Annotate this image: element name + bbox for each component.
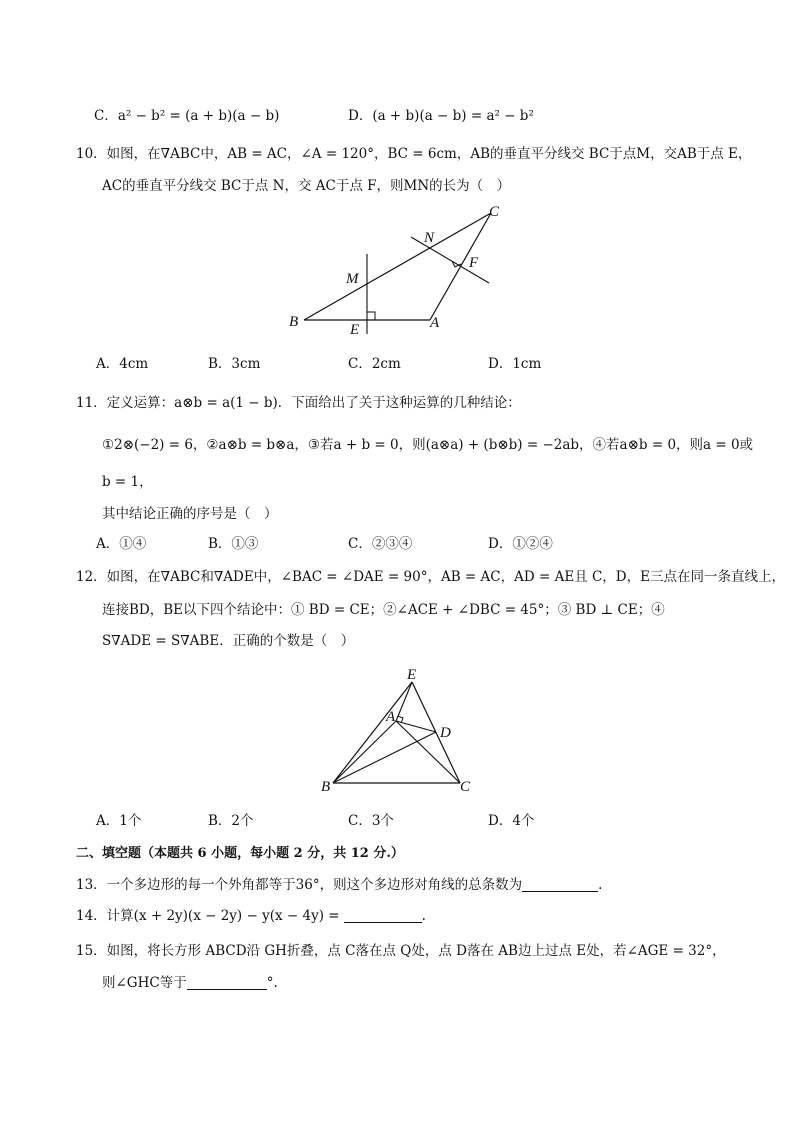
q12-option-b: B．2个 (208, 813, 254, 829)
q11-option-d: D．①②④ (488, 536, 553, 552)
q12-option-a: A．1个 (96, 813, 142, 829)
q11-option-a: A．①④ (96, 536, 147, 552)
q15-answer-blank[interactable] (187, 975, 267, 990)
q10-label-e: E (350, 322, 360, 338)
q12-option-d: D．4个 (488, 813, 535, 829)
q10-option-b: B．3cm (208, 356, 261, 372)
q12-stem-line3: S∇ADE = S∇ABE．正确的个数是（ ） (102, 633, 355, 649)
section-fill-in-title: 二、填空题（本题共 6 小题，每小题 2 分，共 12 分.） (76, 846, 404, 861)
q10-label-n: N (424, 230, 435, 246)
q12-option-c: C．3个 (348, 813, 394, 829)
q12-label-d: D (440, 725, 451, 741)
q12-stem-line1: 12．如图，在∇ABC和∇ADE中，∠BAC = ∠DAE = 90°，AB = AC，AD = AE且 C，D，E三点在同一条直线上， (76, 569, 785, 585)
q10-label-f: F (469, 255, 479, 271)
q11-stem-line2: ①2⊗(−2) = 6，②a⊗b = b⊗a，③若a + b = 0，则(a⊗a) + (b⊗b) = −2ab，④若a⊗b = 0，则a = 0或 (102, 437, 754, 453)
q10-option-d: D．1cm (488, 356, 542, 372)
q11-option-c: C．②③④ (348, 536, 413, 552)
q12-segment-ab (333, 721, 396, 783)
q12-segment-ae (396, 682, 412, 721)
q10-label-c: C (489, 204, 500, 220)
q15-stem-line2 (102, 974, 278, 992)
q9-option-d: D．(a + b)(a − b) = a² − b² (348, 108, 534, 124)
q12-stem-line2: 连接BD，BE以下四个结论中：① BD = CE；②∠ACE + ∠DBC = 45°；③ BD ⊥ CE；④ (102, 602, 665, 618)
q10-stem-line2: AC的垂直平分线交 BC于点 N，交 AC于点 F，则MN的长为（ ） (102, 178, 511, 194)
q10-right-angle-e (367, 312, 375, 320)
q15-stem-line1: 15．如图，将长方形 ABCD沿 GH折叠，点 C落在点 Q处，点 D落在 AB边上过点 E处，若∠AGE = 32°， (76, 943, 726, 959)
q10-option-a: A．4cm (96, 356, 149, 372)
q11-stem-line1: 11．定义运算：a⊗b = a(1 − b)．下面给出了关于这种运算的几种结论： (76, 395, 521, 411)
q10-label-m: M (346, 271, 359, 287)
q12-label-b: B (321, 779, 331, 795)
q13-text: 13．一个多边形的每一个外角都等于36°，则这个多边形对角线的总条数为 (76, 877, 523, 893)
q10-label-a: A (430, 315, 440, 331)
q12-label-c: C (460, 779, 471, 795)
q13-stem (76, 876, 602, 894)
q14-answer-blank[interactable] (344, 908, 422, 923)
q13-end: . (598, 877, 603, 893)
q10-stem-line1: 10．如图，在∇ABC中，AB = AC，∠A = 120°，BC = 6cm，AB的垂直平分线交 BC于点M，交AB于点 E， (76, 146, 752, 162)
q12-label-a: A (386, 709, 396, 725)
q12-segment-be (333, 682, 412, 783)
q14-end: . (421, 908, 426, 924)
q12-triangle-figure (310, 660, 490, 800)
q11-option-b: B．①③ (208, 536, 259, 552)
q14-stem (76, 907, 426, 925)
q13-answer-blank[interactable] (522, 877, 598, 892)
q15-text: 则∠GHC等于 (102, 975, 187, 991)
q10-triangle-figure (280, 196, 520, 344)
q15-end: °. (266, 975, 278, 991)
q11-stem-line4: 其中结论正确的序号是（ ） (102, 506, 278, 522)
q9-option-c: C．a² − b² = (a + b)(a − b) (94, 108, 280, 124)
q11-stem-line3: b = 1， (102, 474, 153, 490)
q10-option-c: C．2cm (348, 356, 401, 372)
q12-label-e: E (407, 667, 417, 683)
q12-segment-bd (333, 732, 436, 783)
q14-text: 14．计算(x + 2y)(x − 2y) − y(x − 4y) = (76, 908, 340, 924)
q10-label-b: B (289, 314, 299, 330)
q10-segment-bc (304, 213, 491, 320)
